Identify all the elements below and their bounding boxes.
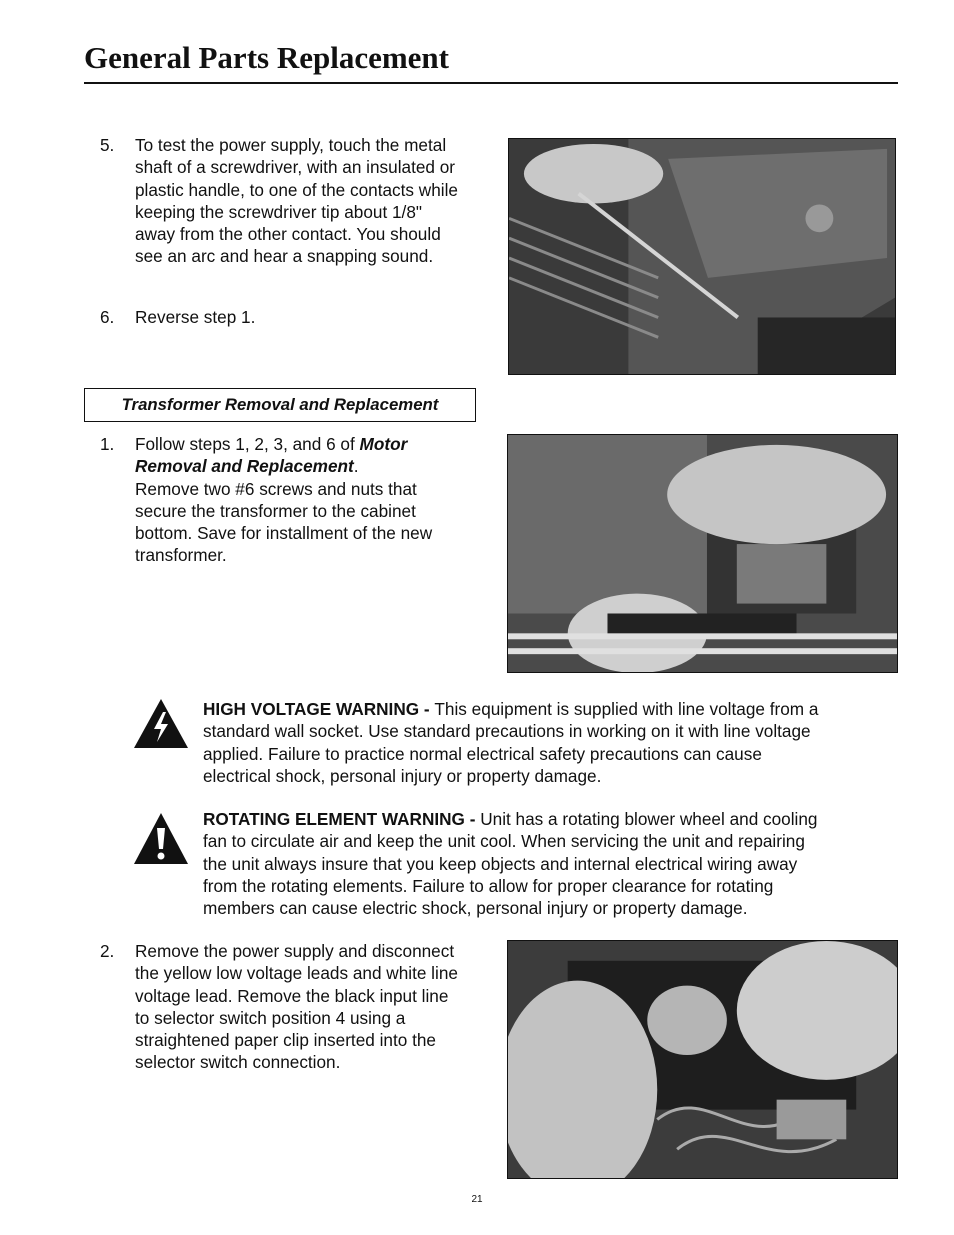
rotating-element-warning bbox=[133, 808, 893, 923]
text-fragment: Follow steps 1, 2, 3, and 6 of bbox=[135, 434, 360, 454]
cross-reference: Removal and Replacement bbox=[135, 456, 354, 477]
text-line: bottom. Save for installment of the new bbox=[135, 523, 433, 544]
text-fragment: Unit has a rotating blower wheel and cooling bbox=[480, 809, 818, 829]
section-heading-transformer: Transformer Removal and Replacement bbox=[84, 388, 476, 422]
warning-label: HIGH VOLTAGE WARNING - bbox=[203, 699, 435, 719]
step-number: 2. bbox=[100, 941, 115, 961]
text-line: see an arc and hear a snapping sound. bbox=[135, 246, 434, 267]
step-number: 6. bbox=[100, 307, 115, 327]
text-line bbox=[203, 698, 818, 720]
text-line: Remove the power supply and disconnect bbox=[135, 941, 455, 961]
warning-text bbox=[203, 808, 818, 919]
text-line: Reverse step 1. bbox=[135, 307, 256, 327]
step-number: 5. bbox=[100, 135, 115, 155]
text-fragment: This equipment is supplied with line voltage from a bbox=[434, 699, 819, 719]
text-line: members can cause electric shock, personal injury or property damage. bbox=[203, 898, 748, 919]
warning-text bbox=[203, 698, 818, 787]
text-fragment: . bbox=[353, 456, 359, 477]
text-line bbox=[203, 808, 818, 830]
warning-label: ROTATING ELEMENT WARNING - bbox=[203, 809, 481, 829]
text-line: secure the transformer to the cabinet bbox=[135, 500, 416, 521]
step-number: 1. bbox=[100, 434, 115, 454]
text-line: electrical shock, personal injury or property damage. bbox=[203, 765, 602, 786]
title-rule bbox=[84, 82, 898, 84]
text-line: voltage lead. Remove the black input line bbox=[135, 985, 449, 1006]
photo-disconnect-leads bbox=[507, 940, 898, 1179]
text-line: plastic handle, to one of the contacts while bbox=[135, 179, 458, 200]
text-line: keeping the screwdriver tip about 1/8" bbox=[135, 201, 422, 222]
text-line: away from the other contact. You should bbox=[135, 224, 441, 245]
text-line: straightened paper clip inserted into the bbox=[135, 1030, 436, 1051]
step-text bbox=[135, 134, 458, 268]
text-line: selector switch connection. bbox=[135, 1052, 341, 1073]
text-line: from the rotating elements. Failure to allow for proper clearance for rotating bbox=[203, 875, 774, 896]
high-voltage-warning bbox=[133, 698, 893, 790]
text-line: shaft of a screwdriver, with an insulated or bbox=[135, 157, 456, 178]
text-line: Remove two #6 screws and nuts that bbox=[135, 478, 417, 499]
photo-transformer-removal bbox=[507, 434, 898, 673]
photo-power-supply-test bbox=[508, 138, 896, 375]
text-line: to selector switch position 4 using a bbox=[135, 1007, 406, 1028]
text-line: transformer. bbox=[135, 545, 227, 566]
text-line: fan to circulate air and keep the unit cool. When servicing the unit and repairing bbox=[203, 831, 805, 852]
step-text bbox=[135, 940, 458, 1074]
step-text bbox=[135, 306, 255, 328]
text-line bbox=[135, 455, 432, 477]
text-line: the unit always insure that you keep objects and internal electrical wiring away bbox=[203, 853, 798, 874]
text-line: To test the power supply, touch the metal bbox=[135, 135, 447, 155]
page-title: General Parts Replacement bbox=[84, 40, 449, 75]
text-line bbox=[135, 433, 432, 455]
text-line: the yellow low voltage leads and white line bbox=[135, 963, 458, 984]
lightning-warning-icon bbox=[133, 698, 189, 750]
cross-reference: Motor bbox=[359, 434, 408, 454]
text-line: applied. Failure to practice normal electrical safety precautions can cause bbox=[203, 743, 762, 764]
exclamation-warning-icon bbox=[133, 812, 189, 866]
text-line: standard wall socket. Use standard precautions in working on it with line voltage bbox=[203, 721, 811, 742]
step-text bbox=[135, 433, 432, 567]
page-number: 21 bbox=[471, 1194, 483, 1205]
